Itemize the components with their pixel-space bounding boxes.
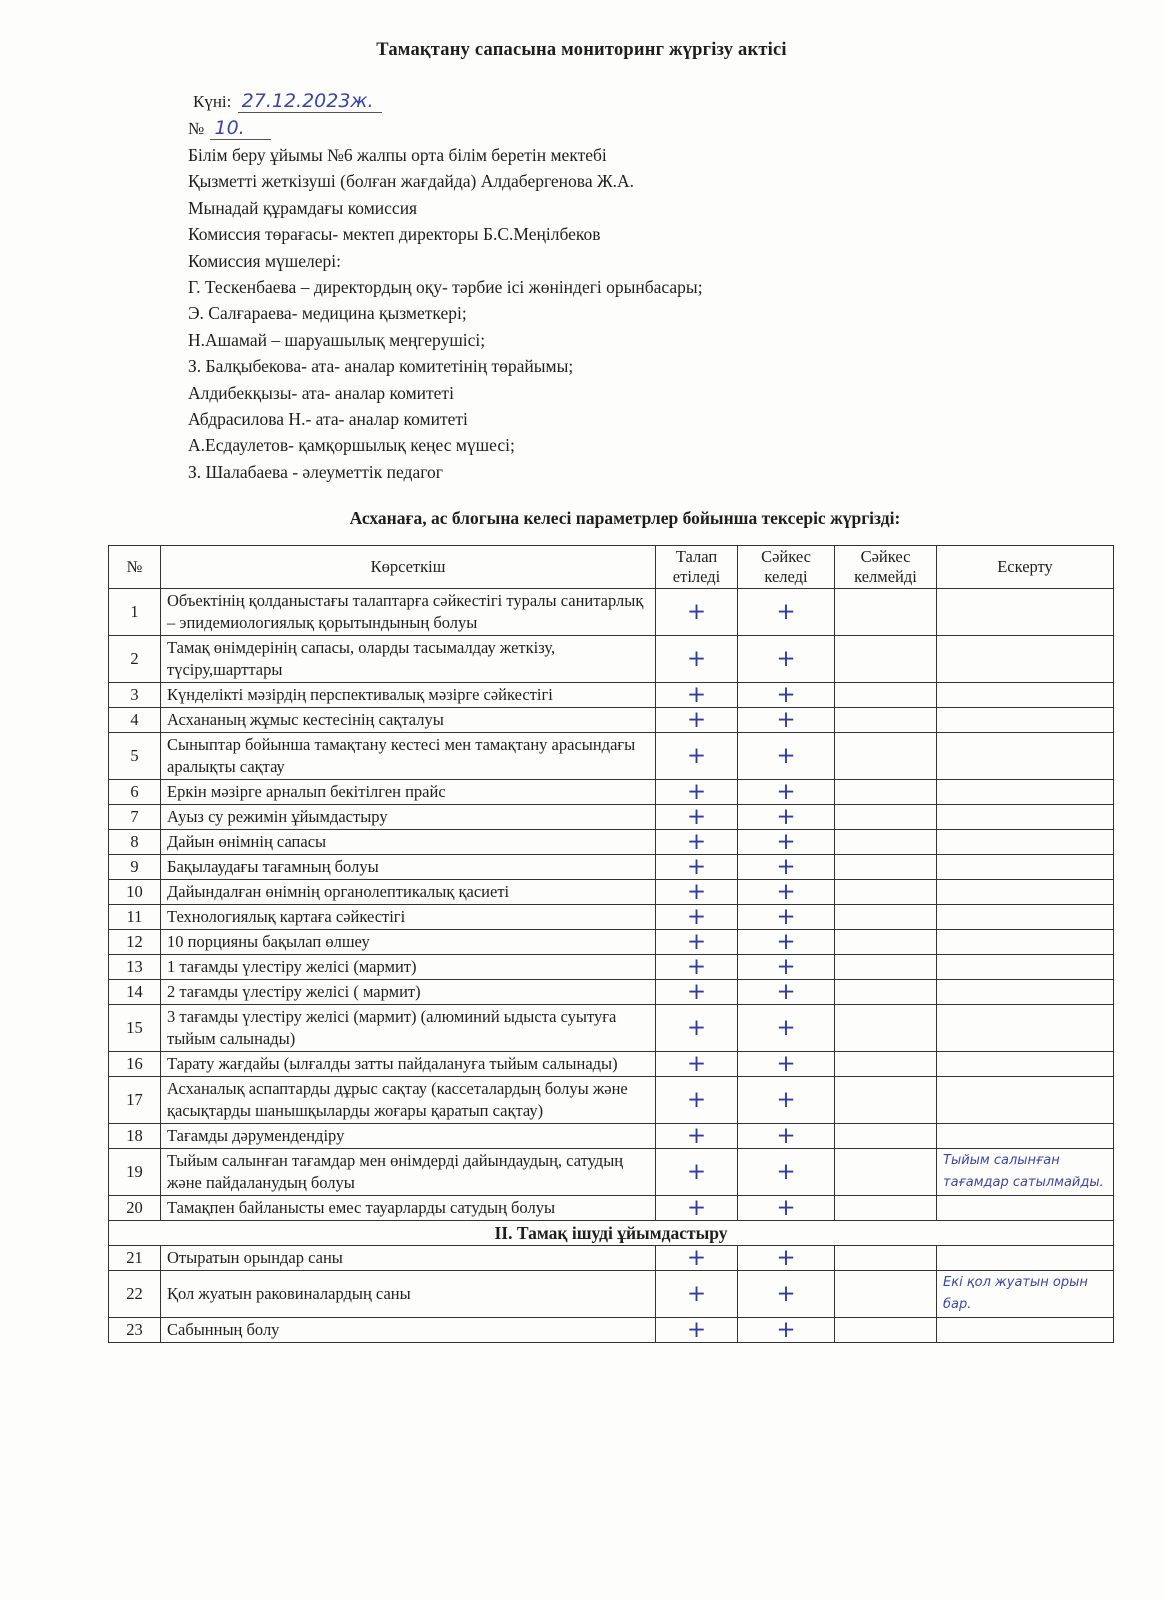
- required-mark: +: [656, 905, 738, 930]
- number-value: 10.: [210, 117, 270, 140]
- row-number: 9: [109, 855, 161, 880]
- header-not-complies: Сәйкес келмейді: [835, 546, 937, 589]
- remark-cell: [937, 855, 1114, 880]
- date-value: 27.12.2023ж.: [238, 90, 382, 113]
- row-indicator: Күнделікті мәзірдің перспективалық мәзірге сәйкестігі: [161, 683, 656, 708]
- required-mark: +: [656, 1052, 738, 1077]
- not-complies-mark: [835, 930, 937, 955]
- table-row: [109, 1246, 1114, 1271]
- not-complies-mark: [835, 1271, 937, 1318]
- required-mark: +: [656, 930, 738, 955]
- complies-mark: +: [738, 830, 835, 855]
- remark-cell: [937, 880, 1114, 905]
- row-indicator: Тағамды дәрумендендіру: [161, 1124, 656, 1149]
- not-complies-mark: [835, 1196, 937, 1221]
- table-row: [109, 1196, 1114, 1221]
- complies-mark: +: [738, 589, 835, 636]
- complies-mark: +: [738, 1196, 835, 1221]
- info-line: З. Балқыбекова- ата- аналар комитетінің төрайымы;: [188, 356, 574, 377]
- row-number: 17: [109, 1077, 161, 1124]
- row-indicator: Объектінің қолданыстағы талаптарға сәйкестігі туралы санитарлық – эпидемиологиялық қорытындының болуы: [161, 589, 656, 636]
- row-number: 11: [109, 905, 161, 930]
- row-indicator: Сабынның болу: [161, 1318, 656, 1343]
- complies-mark: +: [738, 1271, 835, 1318]
- row-number: 19: [109, 1149, 161, 1196]
- complies-mark: +: [738, 1318, 835, 1343]
- complies-mark: +: [738, 708, 835, 733]
- not-complies-mark: [835, 955, 937, 980]
- complies-mark: +: [738, 1005, 835, 1052]
- remark-cell: [937, 780, 1114, 805]
- complies-mark: +: [738, 855, 835, 880]
- info-line: Комиссия төрағасы- мектеп директоры Б.С.Меңілбеков: [188, 224, 601, 245]
- remark-cell: [937, 905, 1114, 930]
- remark-cell: [937, 1077, 1114, 1124]
- row-number: 3: [109, 683, 161, 708]
- required-mark: +: [656, 1246, 738, 1271]
- complies-mark: +: [738, 1052, 835, 1077]
- not-complies-mark: [835, 589, 937, 636]
- header-complies: Сәйкес келеді: [738, 546, 835, 589]
- row-number: 20: [109, 1196, 161, 1221]
- row-number: 18: [109, 1124, 161, 1149]
- info-line: Комиссия мүшелері:: [188, 250, 342, 271]
- remark-cell: [937, 930, 1114, 955]
- document-title: Тамақтану сапасына мониторинг жүргізу актісі: [376, 40, 787, 60]
- info-line: Н.Ашамай – шаруашылық меңгерушісі;: [188, 329, 486, 350]
- table-row: [109, 589, 1114, 636]
- commission-info: [188, 142, 703, 485]
- not-complies-mark: [835, 1052, 937, 1077]
- not-complies-mark: [835, 1318, 937, 1343]
- required-mark: +: [656, 636, 738, 683]
- required-mark: +: [656, 733, 738, 780]
- row-indicator: 1 тағамды үлестіру желісі (мармит): [161, 955, 656, 980]
- row-indicator: 2 тағамды үлестіру желісі ( мармит): [161, 980, 656, 1005]
- row-number: 10: [109, 880, 161, 905]
- complies-mark: +: [738, 733, 835, 780]
- row-indicator: Дайындалған өнімнің органолептикалық қасиеті: [161, 880, 656, 905]
- row-number: 2: [109, 636, 161, 683]
- row-number: 6: [109, 780, 161, 805]
- table-row: [109, 880, 1114, 905]
- section2-title: II. Тамақ ішуді ұйымдастыру: [109, 1221, 1114, 1246]
- not-complies-mark: [835, 1077, 937, 1124]
- row-indicator: Тамақ өнімдерінің сапасы, оларды тасымалдау жеткізу, түсіру,шарттары: [161, 636, 656, 683]
- row-number: 5: [109, 733, 161, 780]
- row-indicator: Асхананың жұмыс кестесінің сақталуы: [161, 708, 656, 733]
- row-number: 13: [109, 955, 161, 980]
- table-row: [109, 780, 1114, 805]
- row-number: 1: [109, 589, 161, 636]
- table-row: [109, 930, 1114, 955]
- complies-mark: +: [738, 805, 835, 830]
- remark-cell: [937, 830, 1114, 855]
- remark-cell: [937, 733, 1114, 780]
- required-mark: +: [656, 1005, 738, 1052]
- info-line: Э. Салғараева- медицина қызметкері;: [188, 303, 467, 324]
- not-complies-mark: [835, 880, 937, 905]
- table-row: [109, 1052, 1114, 1077]
- table-row: [109, 708, 1114, 733]
- table-row: [109, 1005, 1114, 1052]
- not-complies-mark: [835, 708, 937, 733]
- remark-cell: [937, 589, 1114, 636]
- row-number: 21: [109, 1246, 161, 1271]
- required-mark: +: [656, 855, 738, 880]
- complies-mark: +: [738, 636, 835, 683]
- info-line: Г. Тескенбаева – директордың оқу- тәрбие ісі жөніндегі орынбасары;: [188, 277, 703, 298]
- remark-cell: [937, 980, 1114, 1005]
- table-row: [109, 1124, 1114, 1149]
- number-line: [188, 117, 271, 139]
- row-number: 8: [109, 830, 161, 855]
- not-complies-mark: [835, 636, 937, 683]
- section-row: [109, 1221, 1114, 1246]
- date-label: Күні:: [193, 92, 232, 111]
- table-row: [109, 1271, 1114, 1318]
- info-line: Білім беру ұйымы №6 жалпы орта білім беретін мектебі: [188, 145, 607, 165]
- row-number: 12: [109, 930, 161, 955]
- row-number: 22: [109, 1271, 161, 1318]
- info-line: Алдибекқызы- ата- аналар комитеті: [188, 382, 454, 403]
- required-mark: +: [656, 955, 738, 980]
- header-num: №: [109, 546, 161, 589]
- row-indicator: Дайын өнімнің сапасы: [161, 830, 656, 855]
- remark-cell: [937, 1246, 1114, 1271]
- not-complies-mark: [835, 1149, 937, 1196]
- required-mark: +: [656, 1124, 738, 1149]
- table-row: [109, 855, 1114, 880]
- table-row: [109, 1318, 1114, 1343]
- complies-mark: +: [738, 880, 835, 905]
- not-complies-mark: [835, 805, 937, 830]
- row-indicator: Тарату жағдайы (ылғалды затты пайдалануға тыйым салынады): [161, 1052, 656, 1077]
- required-mark: +: [656, 805, 738, 830]
- required-mark: +: [656, 683, 738, 708]
- not-complies-mark: [835, 1246, 937, 1271]
- row-number: 14: [109, 980, 161, 1005]
- required-mark: +: [656, 780, 738, 805]
- info-line: Абдрасилова Н.- ата- аналар комитеті: [188, 409, 468, 430]
- header-remark: Ескерту: [937, 546, 1114, 589]
- required-mark: +: [656, 880, 738, 905]
- complies-mark: +: [738, 683, 835, 708]
- not-complies-mark: [835, 683, 937, 708]
- required-mark: +: [656, 980, 738, 1005]
- not-complies-mark: [835, 905, 937, 930]
- row-number: 23: [109, 1318, 161, 1343]
- not-complies-mark: [835, 980, 937, 1005]
- info-line: А.Есдаулетов- қамқоршылық кеңес мүшесі;: [188, 435, 515, 456]
- section-title: Асханаға, ас блогына келесі параметрлер бойынша тексеріс жүргізді:: [349, 508, 901, 528]
- row-number: 7: [109, 805, 161, 830]
- not-complies-mark: [835, 1124, 937, 1149]
- remark-cell: [937, 1052, 1114, 1077]
- row-indicator: Тыйым салынған тағамдар мен өнімдерді дайындаудың, сатудың және пайдаланудың болуы: [161, 1149, 656, 1196]
- complies-mark: +: [738, 1246, 835, 1271]
- table-row: [109, 1149, 1114, 1196]
- required-mark: +: [656, 1318, 738, 1343]
- table-row: [109, 955, 1114, 980]
- table-row: [109, 733, 1114, 780]
- info-line: З. Шалабаева - әлеуметтік педагог: [188, 461, 443, 482]
- checklist-table: [108, 545, 1114, 1343]
- required-mark: +: [656, 1196, 738, 1221]
- info-line: Мынадай құрамдағы комиссия: [188, 197, 418, 218]
- row-indicator: Бақылаудағы тағамның болуы: [161, 855, 656, 880]
- row-indicator: Еркін мәзірге арналып бекітілген прайс: [161, 780, 656, 805]
- row-indicator: Қол жуатын раковиналардың саны: [161, 1271, 656, 1318]
- required-mark: +: [656, 1271, 738, 1318]
- table-header-row: [109, 546, 1114, 589]
- remark-cell: Екі қол жуатын орын бар.: [937, 1271, 1114, 1318]
- row-indicator: Сыныптар бойынша тамақтану кестесі мен тамақтану арасындағы аралықты сақтау: [161, 733, 656, 780]
- row-number: 16: [109, 1052, 161, 1077]
- row-indicator: 3 тағамды үлестіру желісі (мармит) (алюминий ыдыста суытуға тыйым салынады): [161, 1005, 656, 1052]
- row-indicator: Технологиялық картаға сәйкестігі: [161, 905, 656, 930]
- number-label: №: [188, 119, 205, 138]
- table-row: [109, 980, 1114, 1005]
- not-complies-mark: [835, 780, 937, 805]
- not-complies-mark: [835, 830, 937, 855]
- required-mark: +: [656, 1149, 738, 1196]
- remark-cell: Тыйым салынған тағамдар сатылмайды.: [937, 1149, 1114, 1196]
- complies-mark: +: [738, 1077, 835, 1124]
- table-row: [109, 830, 1114, 855]
- row-indicator: 10 порцияны бақылап өлшеу: [161, 930, 656, 955]
- table-row: [109, 683, 1114, 708]
- info-line: Қызметті жеткізуші (болған жағдайда) Алдабергенова Ж.А.: [188, 171, 635, 192]
- not-complies-mark: [835, 855, 937, 880]
- remark-cell: [937, 708, 1114, 733]
- remark-cell: [937, 955, 1114, 980]
- row-indicator: Асханалық аспаптарды дұрыс сақтау (кассеталардың болуы және қасықтарды шанышқыларды жоғары қаратып сақтау): [161, 1077, 656, 1124]
- remark-cell: [937, 1005, 1114, 1052]
- row-number: 15: [109, 1005, 161, 1052]
- row-indicator: Ауыз су режимін ұйымдастыру: [161, 805, 656, 830]
- complies-mark: +: [738, 980, 835, 1005]
- required-mark: +: [656, 589, 738, 636]
- remark-cell: [937, 1124, 1114, 1149]
- not-complies-mark: [835, 1005, 937, 1052]
- table-row: [109, 905, 1114, 930]
- complies-mark: +: [738, 1149, 835, 1196]
- row-indicator: Тамақпен байланысты емес тауарларды сатудың болуы: [161, 1196, 656, 1221]
- required-mark: +: [656, 830, 738, 855]
- complies-mark: +: [738, 930, 835, 955]
- required-mark: +: [656, 708, 738, 733]
- row-indicator: Отыратын орындар саны: [161, 1246, 656, 1271]
- complies-mark: +: [738, 1124, 835, 1149]
- table-row: [109, 805, 1114, 830]
- header-required: Талап етіледі: [656, 546, 738, 589]
- date-line: [193, 90, 382, 112]
- remark-cell: [937, 1318, 1114, 1343]
- remark-cell: [937, 636, 1114, 683]
- row-number: 4: [109, 708, 161, 733]
- complies-mark: +: [738, 905, 835, 930]
- required-mark: +: [656, 1077, 738, 1124]
- remark-cell: [937, 683, 1114, 708]
- table-row: [109, 1077, 1114, 1124]
- remark-cell: [937, 1196, 1114, 1221]
- header-indicator: Көрсеткіш: [161, 546, 656, 589]
- remark-cell: [937, 805, 1114, 830]
- not-complies-mark: [835, 733, 937, 780]
- complies-mark: +: [738, 780, 835, 805]
- table-row: [109, 636, 1114, 683]
- complies-mark: +: [738, 955, 835, 980]
